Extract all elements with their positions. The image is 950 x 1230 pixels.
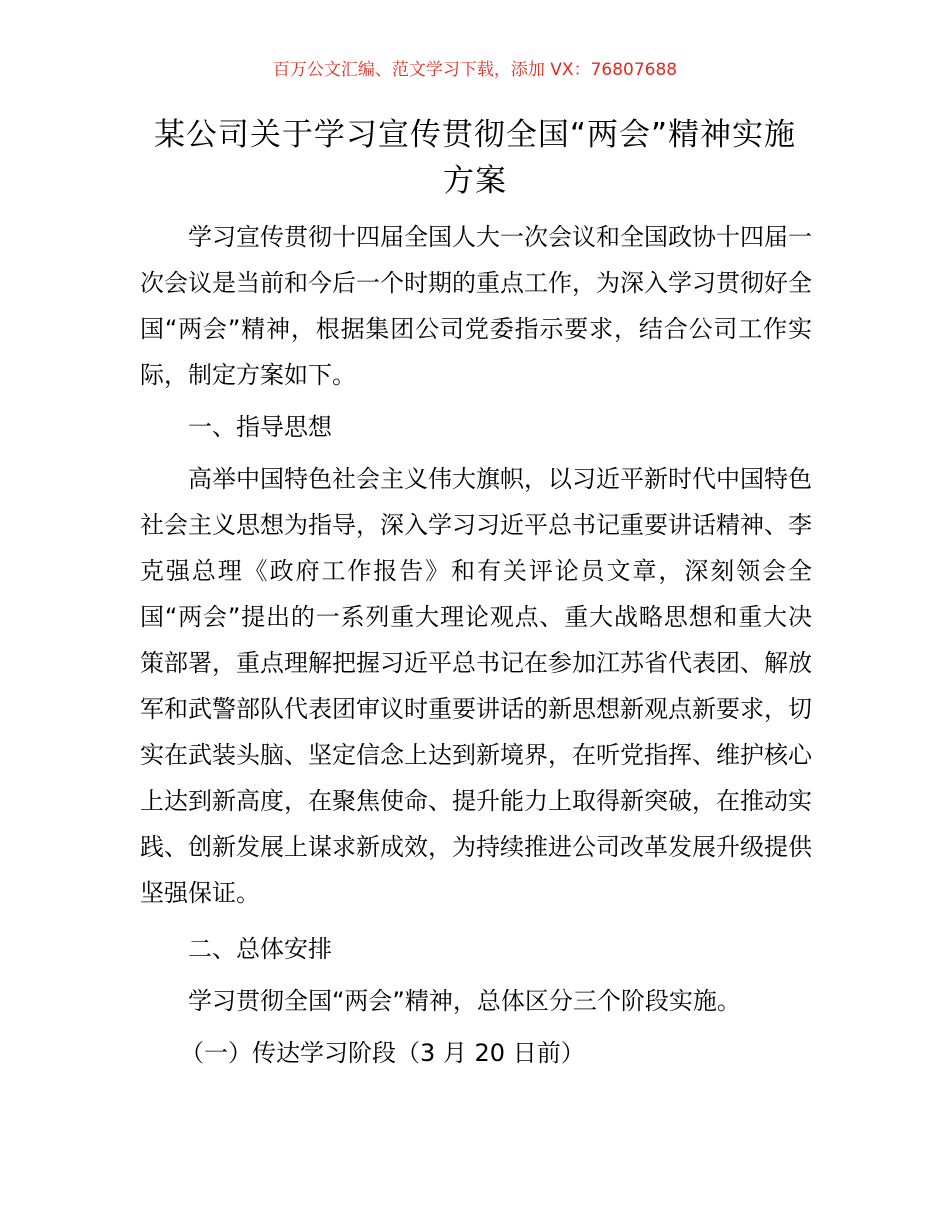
document-body xyxy=(140,214,812,1076)
subsection-heading-stage-one: （一）传达学习阶段（3 月 20 日前） xyxy=(180,1039,585,1067)
section-heading-overall-arrangement: 二、总体安排 xyxy=(188,935,332,963)
intro-paragraph: 学习宣传贯彻十四届全国人大一次会议和全国政协十四届一次会议是当前和今后一个时期的重点工作，为深入学习贯彻好全国“两会”精神，根据集团公司党委指示要求，结合公司工作实际，制定方案如下。 xyxy=(140,223,812,389)
section-body-guiding-ideology: 高举中国特色社会主义伟大旗帜，以习近平新时代中国特色社会主义思想为指导，深入学习习近平总书记重要讲话精神、李克强总理《政府工作报告》和有关评论员文章，深刻领会全国“两会”提出的一系列重大理论观点、重大战略思想和重大决策部署，重点理解把握习近平总书记在参加江苏省代表团、解放军和武警部队代表团审议时重要讲话的新思想新观点新要求，切实在武装头脑、坚定信念上达到新境界，在听党指挥、维护核心上达到新高度，在聚焦使命、提升能力上取得新突破，在推动实践、创新发展上谋求新成效，为持续推进公司改革发展升级提供坚强保证。 xyxy=(140,465,812,907)
section-body-overall-arrangement: 学习贯彻全国“两会”精神，总体区分三个阶段实施。 xyxy=(188,987,741,1015)
document-title: 某公司关于学习宣传贯彻全国“两会”精神实施方案 xyxy=(153,117,797,199)
section-heading-guiding-ideology: 一、指导思想 xyxy=(188,413,332,441)
header-banner: 百万公文汇编、范文学习下载，添加 VX：76807688 xyxy=(272,60,678,80)
